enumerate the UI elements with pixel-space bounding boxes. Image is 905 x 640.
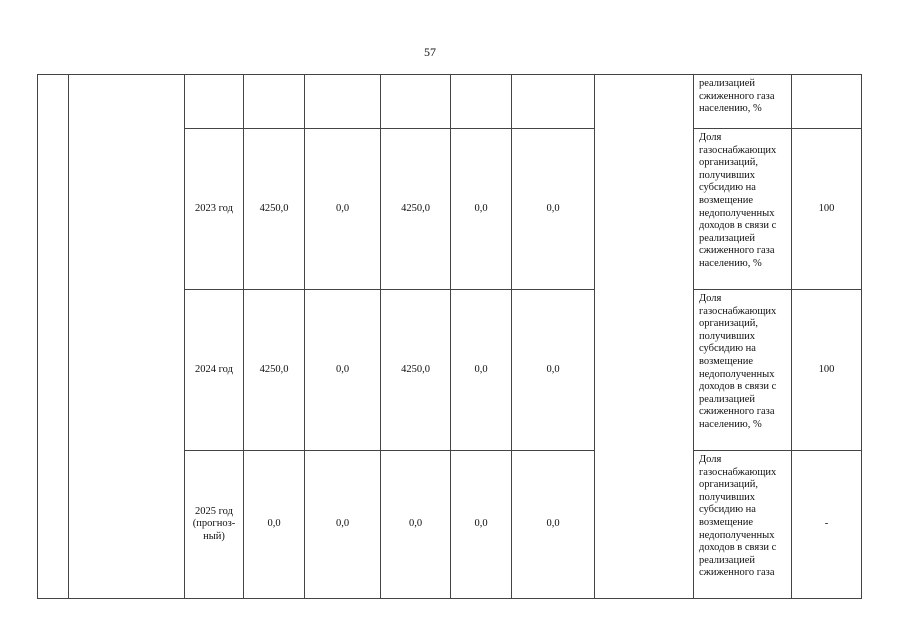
row-number-cell [38, 75, 69, 599]
federal-budget-cell: 0,0 [305, 290, 381, 451]
other-sources-cell [512, 75, 595, 129]
regional-budget-cell: 4250,0 [381, 129, 451, 290]
indicator-cell: Доля газоснабжающих организаций, получивших субсидию на возмещение недополученных доходов в связи с реализацией сжиженного газа населению, % [694, 129, 792, 290]
measure-name-cell [69, 75, 185, 599]
total-cell: 4250,0 [244, 290, 305, 451]
target-value-cell: 100 [792, 290, 862, 451]
year-cell: 2023 год [185, 129, 244, 290]
indicator-cell: реализацией сжиженного газа населению, % [694, 75, 792, 129]
regional-budget-cell [381, 75, 451, 129]
target-value-cell: - [792, 451, 862, 599]
year-cell [185, 75, 244, 129]
federal-budget-cell: 0,0 [305, 451, 381, 599]
year-cell: 2025 год (прогноз- ный) [185, 451, 244, 599]
target-value-cell [792, 75, 862, 129]
local-budget-cell [451, 75, 512, 129]
local-budget-cell: 0,0 [451, 290, 512, 451]
program-table [37, 74, 862, 599]
federal-budget-cell: 0,0 [305, 129, 381, 290]
indicator-cell: Доля газоснабжающих организаций, получивших субсидию на возмещение недополученных доходов в связи с реализацией сжиженного газа населению, % [694, 290, 792, 451]
other-sources-cell: 0,0 [512, 129, 595, 290]
local-budget-cell: 0,0 [451, 129, 512, 290]
total-cell [244, 75, 305, 129]
regional-budget-cell: 0,0 [381, 451, 451, 599]
target-value-cell: 100 [792, 129, 862, 290]
total-cell: 0,0 [244, 451, 305, 599]
table-row [38, 75, 862, 129]
year-cell: 2024 год [185, 290, 244, 451]
other-sources-cell: 0,0 [512, 290, 595, 451]
regional-budget-cell: 4250,0 [381, 290, 451, 451]
executor-cell [595, 75, 694, 599]
local-budget-cell: 0,0 [451, 451, 512, 599]
federal-budget-cell [305, 75, 381, 129]
page-number: 57 [424, 45, 436, 59]
indicator-cell: Доля газоснабжающих организаций, получивших субсидию на возмещение недополученных доходов в связи с реализацией сжиженного газа [694, 451, 792, 599]
other-sources-cell: 0,0 [512, 451, 595, 599]
total-cell: 4250,0 [244, 129, 305, 290]
